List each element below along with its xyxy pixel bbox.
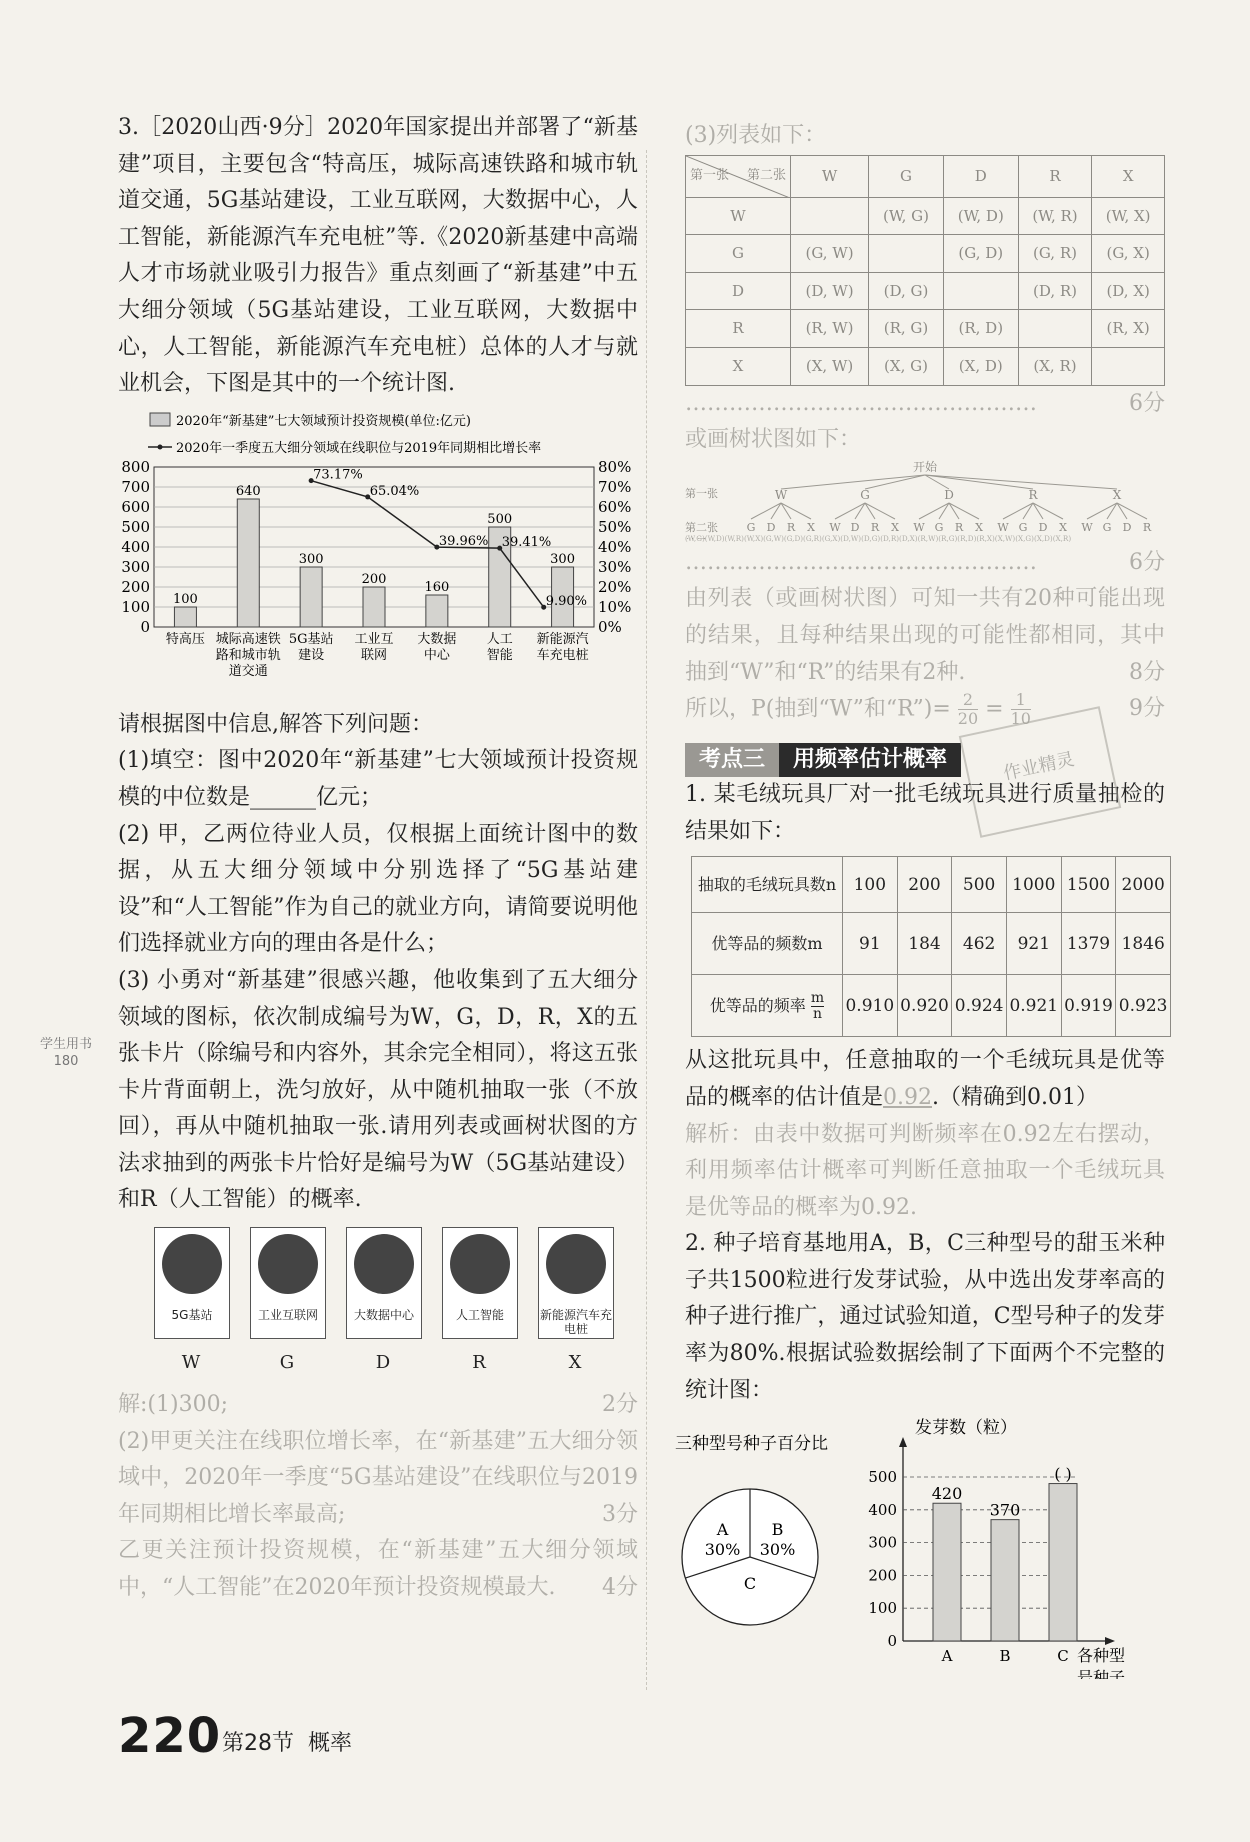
investment-chart [118,407,638,707]
table-cell: (W, X) [1092,197,1165,235]
table-cell [943,272,1018,310]
table-cell: 921 [1006,913,1061,975]
table-cell: 0.919 [1061,975,1116,1037]
card-x [538,1227,614,1339]
table-cell: (W, R) [1018,197,1092,235]
solution-part2b [118,1533,638,1606]
tree-branch [925,475,949,489]
table-cell: (D, X) [1092,272,1165,310]
tree-node: X [975,520,983,534]
page-number: 220 [118,1708,222,1764]
tree-diagram [685,459,1165,539]
y-tick-right: 70% [598,477,632,496]
pie-slice-label: B [771,1520,784,1540]
row-label: 抽取的毛绒玩具数n [692,857,843,913]
y-tick-right: 10% [598,597,632,616]
x-tick-label: 联网 [360,647,388,663]
solution-part1-text: 解:(1)300; [118,1392,228,1418]
x-tick-label: 车充电桩 [536,647,589,663]
problem2-text: 2. 种子培育基地用A，B，C三种型号的甜玉米种子共1500粒进行发芽试验，从中选出发芽率高的种子进行推广，通过试验知道，C型号种子的发芽率为80%.根据试验数据绘制了下面两个不完整的统计图： [685,1231,1165,1403]
bar [933,1503,961,1641]
conclusion-text: 由列表（或画树状图）可知一共有20种可能出现的结果，且每种结果出现的可能性都相同，其中抽到“W”和“R”的结果有2种. [685,586,1165,685]
y-tick: 400 [868,1501,897,1520]
bar [1049,1484,1077,1641]
table-cell [791,197,869,235]
table-header: W [791,155,869,197]
y-tick-left: 0 [140,617,150,636]
card-label: 人工智能 [455,1308,504,1323]
tree-row-label: 第一张 [685,486,718,500]
table-header: G [869,155,944,197]
bar [237,499,259,627]
y-tick-left: 300 [121,557,150,576]
bar [363,587,385,627]
table-corner-bottom: 第一张 [690,168,730,183]
tree-node: R [1142,520,1152,534]
answer-value: 0.92 [883,1084,932,1110]
table-header: D [943,155,1018,197]
5g-icon [162,1234,222,1294]
bar-label: 200 [361,571,387,587]
q3-part2: (2) 甲，乙两位待业人员，仅根据上面统计图中的数据，从五大细分领域中分别选择了“5G基站建设”和“人工智能”作为自己的就业方向，请简要说明他们选择就业方向的理由各是什么； [118,821,638,957]
probability-line: 所以，P(抽到“W”和“R”)= $\frac{2}{20}$ = $\frac{1}{10}$ 9分 [685,690,1165,729]
tree-branch [925,475,1117,489]
card-letter: D [375,1352,391,1374]
table-cell: 100 [843,857,898,913]
growth-label: 39.41% [501,534,552,550]
table-cell: (R, X) [1092,310,1165,348]
score-line: ………………………………………… 6分 [685,545,1165,582]
table-cell: (D, R) [1018,272,1092,310]
score: 8分 [1129,659,1165,685]
bar-label: 300 [550,551,575,567]
table-cell: 2000 [1116,857,1171,913]
card-label: 5G基站 [171,1308,213,1323]
footer-section [222,1726,352,1757]
y-tick-right: 50% [598,517,632,536]
bar [991,1520,1019,1641]
tree-node: W [913,520,925,534]
growth-label: 73.17% [313,467,363,483]
pie-slice-value: 30% [759,1540,796,1560]
y-tick-left: 200 [121,577,150,596]
x-tick-label: 中心 [423,647,450,663]
x-tick-label: 建设 [298,647,325,663]
pie-slice-value: 30% [704,1540,741,1560]
table-cell: (G, D) [943,235,1018,273]
side-note-number: 180 [53,1054,79,1069]
charger-icon [546,1234,606,1294]
score: 2分 [602,1392,638,1418]
table-corner-top: 第二张 [746,167,786,183]
right-column [675,118,1168,1680]
y-tick: 0 [887,1632,897,1651]
y-tick: 200 [868,1566,897,1585]
conclusion [685,581,1165,691]
table-row-header: G [686,235,791,273]
legend-line-marker [158,444,163,449]
row-label: 优等品的频数m [692,913,843,975]
tree-node: X [891,520,899,534]
bar-label: 420 [931,1484,963,1504]
x-tick-label: 道交通 [228,663,268,679]
y-tick-right: 40% [598,537,632,556]
seed-charts [665,1409,1165,1679]
table-cell [1018,310,1092,348]
q3-paragraph [118,110,638,403]
table-cell: 200 [897,857,952,913]
bar-label: 100 [173,591,198,607]
table-cell: 500 [952,857,1007,913]
x-axis-label-line1: 各种型 [1077,1646,1126,1666]
y-tick-left: 500 [121,517,150,536]
section-title: 用频率估计概率 [779,743,961,777]
cloud-data-icon [354,1234,414,1294]
list-title: (3)列表如下： [685,123,827,148]
side-note-label: 学生用书 [40,1037,93,1052]
seed-charts-svg [665,1409,1165,1679]
fraction-numerator: m [810,989,825,1006]
probability-text: 所以，P(抽到“W”和“R”)= [685,696,951,722]
y-tick: 300 [868,1533,897,1552]
tree-node: G [860,487,870,502]
icon-cards [118,1227,638,1387]
tree-node: R [786,520,796,534]
card-letter: R [472,1352,486,1374]
outcome-table [685,155,1165,386]
legend-line-label: 2020年一季度五大细分领域在线职位与2019年同期相比增长率 [176,440,542,456]
y-axis-label: 发芽数（粒） [915,1418,1017,1439]
y-tick-left: 400 [121,537,150,556]
tree-branch [781,475,925,489]
table-cell: (R, G) [869,310,944,348]
card-letter: W [181,1352,201,1374]
y-tick-right: 20% [598,577,632,596]
y-tick-left: 800 [121,457,150,476]
q3-solution [118,1387,638,1607]
table-header: R [1018,155,1092,197]
row-label [692,975,843,1037]
side-note [40,1036,92,1070]
table-cell: 91 [843,913,898,975]
x-tick-label: B [999,1647,1011,1666]
score: 9分 [1129,696,1165,722]
fraction-denominator: 10 [1010,709,1031,729]
solution-part2b-text: 乙更关注预计投资规模，在“新基建”五大细分领域中，“人工智能”在2020年预计投资规模最大. [118,1538,638,1601]
table-cell: (G, W) [791,235,869,273]
y-tick-left: 600 [121,497,150,516]
tree-node: G [746,520,756,534]
table-cell: 1379 [1061,913,1116,975]
answer-suffix: .（精确到0.01） [932,1084,1098,1110]
tree-node: G [934,520,944,534]
fraction-denominator: n [813,1005,823,1022]
tree-node: R [954,520,964,534]
pie-slice-label: C [743,1574,757,1594]
x-tick-label: A [941,1647,953,1666]
bar [300,567,322,627]
tree-node: W [997,520,1009,534]
tree-branch [865,475,925,489]
table-cell: (D, W) [791,272,869,310]
y-tick-left: 100 [121,597,150,616]
card-label: 大数据中心 [353,1308,414,1323]
table-cell: (W, D) [943,197,1018,235]
table-row-header: X [686,347,791,385]
tree-node: X [1112,487,1122,502]
score-line: ………………………………………… 6分 [685,386,1165,423]
growth-label: 65.04% [369,483,420,499]
bar-label: 160 [424,579,450,595]
growth-label: 39.96% [438,533,489,549]
solution-part2a [118,1424,638,1534]
table-cell: 0.921 [1006,975,1061,1037]
table-cell: (X, W) [791,347,869,385]
legend-bar-label: 2020年“新基建”七大领域预计投资规模(单位:亿元) [176,413,471,429]
q3-instruction: 请根据图中信息,解答下列问题： [118,711,433,737]
card-d [346,1227,422,1339]
card-label: 工业互联网 [257,1308,318,1323]
score: 6分 [1129,390,1165,416]
x-tick-label: 城际高速铁 [215,631,281,647]
table-cell: 462 [952,913,1007,975]
tree-node: R [870,520,880,534]
q3-header: 3.［2020山西·9分］ [118,115,328,140]
x-tick-label: 大数据 [417,631,457,647]
table-cell: (G, R) [1018,235,1092,273]
score: 6分 [1129,549,1165,575]
table-row-header: W [686,197,791,235]
tree-node: D [766,520,776,534]
question-3 [118,110,638,1607]
card-r [442,1227,518,1339]
table-cell: (W, G) [869,197,944,235]
y-tick-left: 700 [121,477,150,496]
table-cell: (R, D) [943,310,1018,348]
robot-head-icon [450,1234,510,1294]
section-number: 第28节 [222,1731,294,1756]
pie-slice-label: A [716,1520,729,1540]
tree-node: D [1122,520,1132,534]
tree-node: G [1018,520,1028,534]
x-tick-label: 特高压 [165,631,205,647]
bar-label: ( ) [1054,1464,1072,1484]
problem1-text: 1. 某毛绒玩具厂对一批毛绒玩具进行质量抽检的结果如下： [685,782,1165,844]
table-cell: 0.924 [952,975,1007,1037]
table-cell: (D, G) [869,272,944,310]
table-cell: 1500 [1061,857,1116,913]
table-corner-cell [686,155,791,197]
bar-label: 370 [989,1500,1021,1520]
table-cell: 1000 [1006,857,1061,913]
bar-label: 640 [235,483,261,499]
growth-label: 9.90% [545,593,588,609]
bar [174,607,196,627]
solution-continued [685,118,1165,735]
problem1-answer [685,1043,1165,1116]
tree-node: W [774,487,788,502]
y-axis-arrow [899,1437,907,1447]
tree-node: R [1028,487,1038,502]
solution-part1 [118,1387,638,1424]
fraction-denominator: 20 [957,709,979,729]
table-header: X [1092,155,1165,197]
card-w [154,1227,230,1339]
y-tick: 100 [868,1599,897,1618]
table-cell: 184 [897,913,952,975]
q3-body: 2020年国家提出并部署了“新基建”项目，主要包含“特高压，城际高速铁路和城市轨道交通，5G基站建设，工业互联网，大数据中心，人工智能，新能源汽车充电桩”等.《2020新基建中高端人才市场就业吸引力报告》重点刻画了“新基建”中五大细分领域（5G基站建设，工业互联网，大数据中心，人工智能，新能源汽车充电桩）总体的人才与就业机会，下图是其中的一个统计图. [118,115,638,397]
table-cell: (R, W) [791,310,869,348]
tree-diagram-svg [685,459,1165,539]
tree-node: D [944,487,954,502]
tree-start: 开始 [912,459,938,474]
investment-chart-svg [118,407,638,707]
stamp-text: 作业精灵 [1001,748,1077,785]
section-badge: 考点三 [685,743,779,777]
problem1-analysis: 解析：由表中数据可判断频率在0.92左右摆动，利用频率估计概率可判断任意抽取一个毛绒玩具是优等品的概率为0.92. [685,1121,1165,1220]
tree-intro: 或画树状图如下： [685,427,862,453]
legend-bar-swatch [150,413,170,426]
table-cell: 0.920 [897,975,952,1037]
fraction-m-n [811,991,824,1022]
x-axis-label-line2: 号种子 [1077,1668,1126,1680]
factory-icon [258,1234,318,1294]
pie-title: 三种型号种子百分比 [675,1434,828,1455]
table-cell: (X, G) [869,347,944,385]
x-tick-label: C [1057,1647,1069,1666]
x-axis-arrow [1105,1637,1115,1645]
solution-part2a-text: (2)甲更关注在线职位增长率，在“新基建”五大细分领域中，2020年一季度“5G基站建设”在线职位与2019年同期相比增长率最高; [118,1428,638,1527]
card-label: 新能源汽车充电桩 [539,1308,612,1337]
table-cell: (X, R) [1018,347,1092,385]
tree-row-label [685,536,707,539]
score: 3分 [602,1501,638,1527]
tree-node: W [829,520,841,534]
y-tick: 500 [868,1468,897,1487]
table-cell: 0.923 [1116,975,1171,1037]
bar [426,595,448,627]
card-letter: X [568,1352,582,1374]
y-tick-right: 30% [598,557,632,576]
bar-label: 300 [298,551,324,567]
y-tick-right: 80% [598,457,632,476]
q3-part3: (3) 小勇对“新基建”很感兴趣，他收集到了五大细分领域的图标，依次制成编号为W，G，D，R，X的五张卡片（除编号和内容外，其余完全相同），将这五张卡片背面朝上，洗匀放好，从中随机抽取一张（不放回），再从中随机抽取一张.请用列表或画树状图的方法求抽到的两张卡片恰好是编号为W（5G基站建设）和R（人工智能）的概率. [118,967,638,1213]
table-cell: (G, X) [1092,235,1165,273]
table-cell: 0.910 [843,975,898,1037]
x-tick-label: 人工 [486,631,513,647]
table-cell [869,235,944,273]
x-tick-label: 新能源汽 [536,631,589,647]
bar-label: 500 [487,511,513,527]
x-tick-label: 路和城市轨 [215,647,281,663]
x-tick-label: 智能 [486,647,513,663]
table-cell [1092,347,1165,385]
tree-row-label: 第二张 [685,520,718,534]
tree-node: W [1081,520,1093,534]
answer-prefix: 从这批玩具中，任意抽取的一个毛绒玩具是优等品的概率的估计值是 [685,1048,1165,1110]
card-g [250,1227,326,1339]
q3-part1: (1)填空：图中2020年“新基建”七大领域预计投资规模的中位数是______亿元； [118,748,638,810]
tree-node: X [807,520,815,534]
fraction-2-20 [958,691,978,728]
section-name: 概率 [308,1731,353,1756]
card-letter: G [279,1352,295,1374]
tree-node: D [1038,520,1048,534]
column-divider [646,150,647,1690]
table-cell: (X, D) [943,347,1018,385]
tree-node: D [850,520,860,534]
fraction-numerator: 2 [958,691,978,710]
tree-node: X [1059,520,1067,534]
row-label-text: 优等品的频率 [709,995,806,1015]
y-tick-right: 0% [598,617,622,636]
table-cell: 1846 [1116,913,1171,975]
table-row-header: R [686,310,791,348]
tree-results: (W,G)(W,D)(W,R)(W,X)(G,W)(G,D)(G,R)(G,X)(D,W)(D,G)(D,R)(D,X)(R,W)(R,G)(R,D)(R,X)(X,W)(X,G)(X,D)(X,R) [685,533,1072,543]
fraction-numerator: 1 [1011,691,1031,710]
y-tick-right: 60% [598,497,632,516]
table-row-header: D [686,272,791,310]
frequency-table [691,856,1171,1037]
score: 4分 [602,1575,638,1601]
x-tick-label: 工业互 [354,631,394,647]
x-tick-label: 5G基站 [288,631,334,647]
tree-node: G [1102,520,1112,534]
